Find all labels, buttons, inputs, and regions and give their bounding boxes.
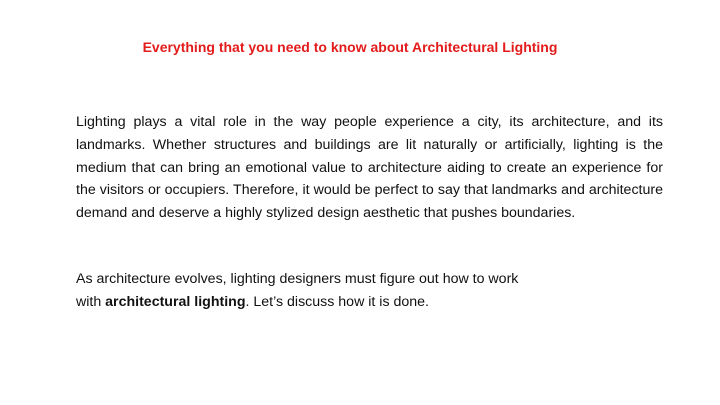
closing-paragraph [76, 268, 663, 314]
slide-title: Everything that you need to know about Architectural Lighting [142, 39, 558, 55]
intro-paragraph: Lighting plays a vital role in the way people experience a city, its architecture, and its landmarks. Whether structures and buildings are lit naturally or artificially, lighting is the medium that can bring an emotional value to architecture aiding to create an experience for the visitors or occupiers. Therefore, it would be perfect to say that landmarks and architecture demand and deserve a highly stylized design aesthetic that pushes boundaries. [76, 114, 663, 222]
closing-line-prefix: with [76, 293, 106, 310]
closing-paragraph-line-2 [76, 291, 663, 314]
closing-paragraph-line-1: As architecture evolves, lighting designers must figure out how to work [76, 271, 519, 287]
closing-line-suffix: . Let’s discuss how it is done. [245, 293, 429, 310]
architectural-lighting-term: architectural lighting [105, 293, 246, 310]
